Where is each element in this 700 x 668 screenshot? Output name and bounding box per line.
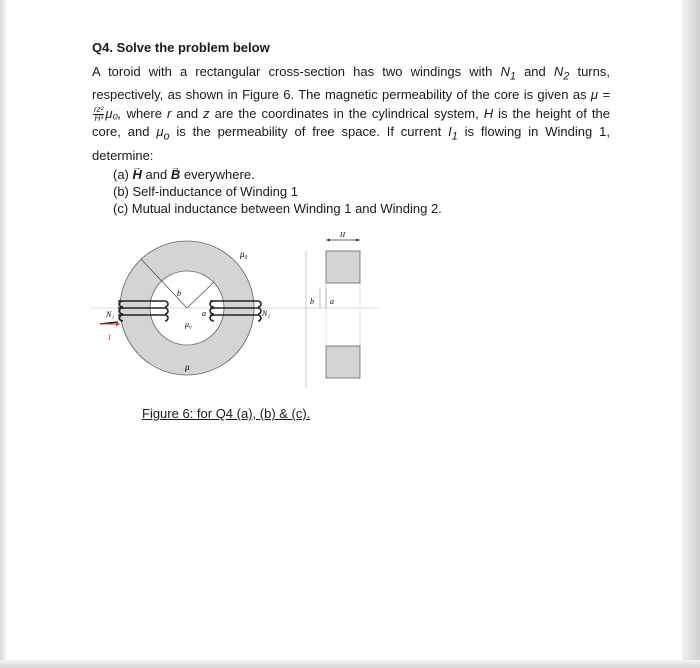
perm-text: is the permeability of free space. If current [176, 124, 442, 140]
and-text-2: and [176, 105, 199, 121]
flow-text: is flowing in Winding 1, determine: [92, 124, 610, 163]
symbol-z: z [203, 105, 210, 121]
symbol-h: H [483, 105, 494, 121]
label-mu0-inner: μ₀ [185, 320, 192, 329]
turns-text: turns, respectively, as shown in Figure 6. The magnetic permeability of the core is given as [92, 64, 610, 103]
intro-text: A toroid with a rectangular cross-section has two windings with [92, 64, 493, 79]
symbol-n2: $N_2$ [553, 64, 570, 83]
mu0-symbol: μ₀, [105, 105, 122, 121]
label-i: I [108, 333, 111, 342]
permeability-fraction: $\frac{\text{rz²}}{\text{H³}}$ [94, 104, 104, 123]
part-b: (b) Self-inductance of Winding 1 [113, 184, 298, 199]
symbol-n1: $N_1$ [500, 64, 516, 83]
and-text: and [524, 64, 546, 79]
label-a: a [202, 309, 206, 318]
question-parts [113, 166, 442, 217]
question-body [92, 63, 610, 165]
label-mu-core: μ [185, 362, 190, 372]
part-c: (c) Mutual inductance between Winding 1 and Winding 2. [113, 201, 442, 216]
cross-section-bottom [326, 346, 360, 378]
label-b-right: b [310, 297, 314, 306]
symbol-mu-o: $\mu_o$ [156, 124, 170, 143]
where-text: where [126, 105, 162, 121]
part-a: (a) → H and → B everywhere. [113, 166, 442, 183]
cross-section-top [326, 251, 360, 283]
question-title: Q4. Solve the problem below [92, 40, 270, 55]
coord-text: are the coordinates in the cylindrical system, [214, 105, 479, 121]
page-shadow-left [0, 0, 6, 668]
symbol-r: r [167, 105, 172, 121]
toroid-figure [90, 228, 390, 388]
label-b: b [177, 289, 181, 298]
mu-lhs: μ = [590, 87, 610, 103]
symbol-i1: $I_1$ [448, 124, 458, 143]
label-n2: N₂ [262, 309, 271, 318]
page-shadow-right [682, 0, 700, 668]
height-arrow-right [356, 239, 360, 242]
height-text: is the height of the core, and [92, 105, 610, 140]
label-n1: N₁ [106, 310, 115, 319]
figure-caption: Figure 6: for Q4 (a), (b) & (c). [142, 406, 311, 421]
vector-h: → H [133, 167, 142, 182]
height-arrow-left [326, 239, 330, 242]
page-shadow-bottom [0, 660, 700, 668]
label-a-right: a [330, 297, 334, 306]
vector-b: → B [171, 167, 180, 182]
label-mu0-top: μ₀ [240, 249, 248, 259]
label-h: H [340, 231, 346, 239]
